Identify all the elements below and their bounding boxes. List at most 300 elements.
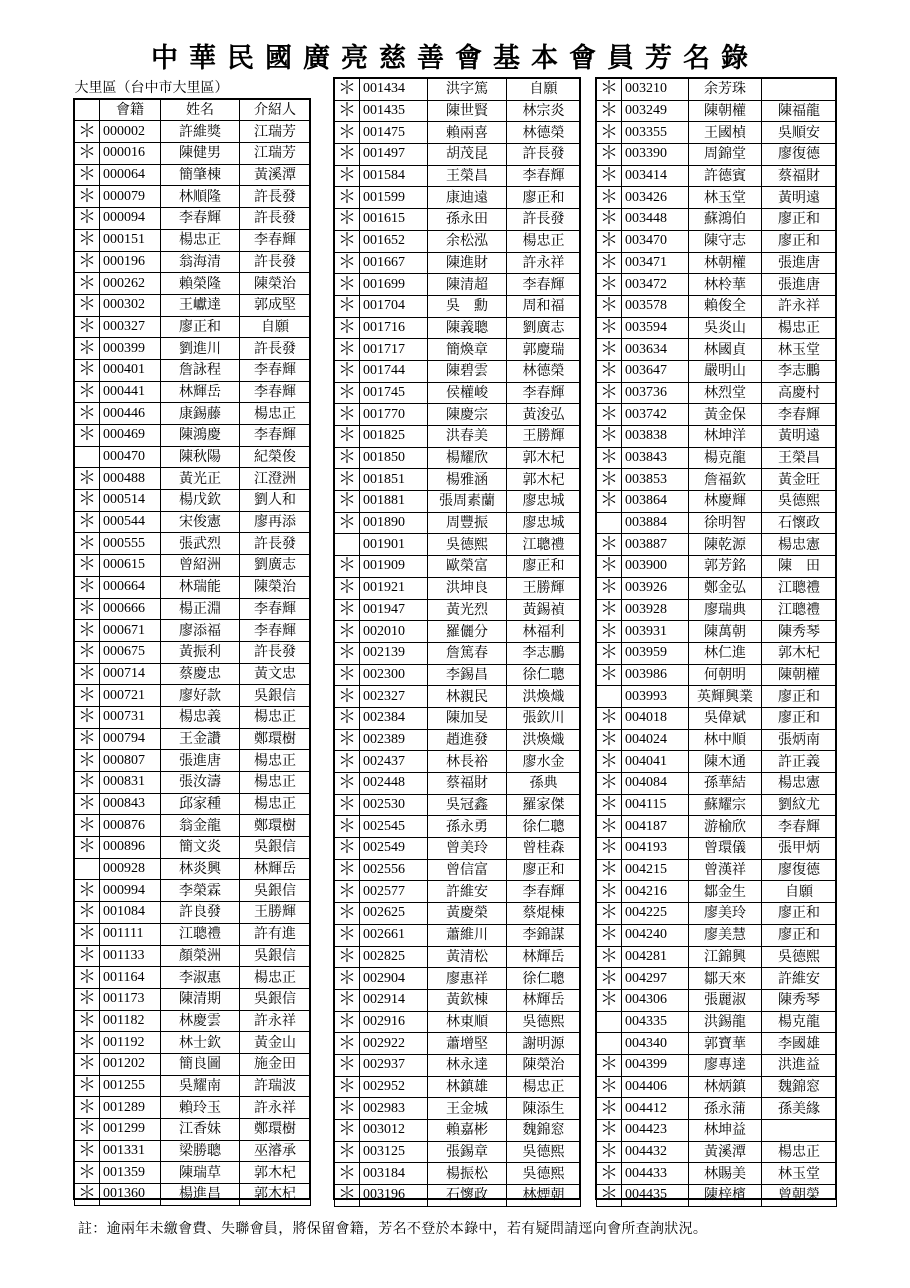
member-code: 000928 (100, 858, 161, 880)
membership-mark: ＊ (335, 404, 360, 426)
membership-mark: ＊ (335, 1033, 360, 1055)
member-name: 陳清期 (161, 988, 240, 1010)
member-name: 張周素蘭 (428, 491, 507, 513)
membership-mark: ＊ (75, 728, 100, 750)
membership-mark: ＊ (335, 1120, 360, 1142)
member-name: 余芳珠 (689, 79, 762, 101)
header-code: 會籍 (100, 99, 161, 121)
member-name: 陳義聰 (428, 317, 507, 339)
table-row (597, 317, 837, 339)
membership-mark: ＊ (335, 209, 360, 231)
member-code: 001255 (100, 1075, 161, 1097)
table-row (335, 382, 581, 404)
table-row (75, 923, 311, 945)
member-code: 003472 (622, 274, 689, 296)
introducer-name: 李春輝 (507, 165, 581, 187)
membership-mark: ＊ (335, 469, 360, 491)
member-code: 000721 (100, 685, 161, 707)
table-row (597, 1098, 837, 1120)
introducer-name: 郭木杞 (240, 1162, 311, 1184)
table-row (75, 381, 311, 403)
table-row (335, 1033, 581, 1055)
table-row (597, 946, 837, 968)
membership-mark: ＊ (335, 1011, 360, 1033)
member-name: 李榮霖 (161, 880, 240, 902)
membership-mark: ＊ (335, 144, 360, 166)
membership-mark: ＊ (75, 598, 100, 620)
member-name: 嚴明山 (689, 360, 762, 382)
table-row (335, 751, 581, 773)
introducer-name: 自願 (240, 316, 311, 338)
table-header (75, 99, 311, 121)
introducer-name: 吳德熙 (507, 1141, 581, 1163)
member-name: 許良發 (161, 902, 240, 924)
member-name: 周豐振 (428, 512, 507, 534)
membership-mark: ＊ (335, 339, 360, 361)
introducer-name: 李春輝 (762, 816, 837, 838)
introducer-name: 江聰禮 (762, 577, 837, 599)
introducer-name: 廖正和 (762, 903, 837, 925)
introducer-name (762, 79, 837, 101)
membership-mark: ＊ (597, 642, 622, 664)
member-code: 000469 (100, 425, 161, 447)
member-name: 陳木通 (689, 751, 762, 773)
table-row (75, 555, 311, 577)
introducer-name: 許長發 (240, 338, 311, 360)
member-code: 000302 (100, 294, 161, 316)
table-row (597, 1120, 837, 1142)
member-code: 004399 (622, 1054, 689, 1076)
membership-mark: ＊ (75, 1119, 100, 1141)
header-introducer: 介紹人 (240, 99, 311, 121)
member-name: 楊忠正 (161, 229, 240, 251)
membership-mark: ＊ (597, 295, 622, 317)
introducer-name: 李春輝 (240, 381, 311, 403)
table-row (335, 816, 581, 838)
member-name: 簡肇棟 (161, 164, 240, 186)
introducer-name: 黃金山 (240, 1032, 311, 1054)
membership-mark: ＊ (335, 295, 360, 317)
member-code: 000079 (100, 186, 161, 208)
member-name: 張武烈 (161, 533, 240, 555)
member-code: 001584 (360, 165, 428, 187)
introducer-name: 許長發 (240, 186, 311, 208)
member-code: 003578 (622, 295, 689, 317)
introducer-name: 李春輝 (240, 598, 311, 620)
introducer-name (762, 1120, 837, 1142)
table-row (597, 339, 837, 361)
member-code: 004216 (622, 881, 689, 903)
member-name: 賴榮隆 (161, 273, 240, 295)
table-row (335, 360, 581, 382)
introducer-name: 巫濬承 (240, 1140, 311, 1162)
table-row (335, 664, 581, 686)
member-code: 003926 (622, 577, 689, 599)
member-name: 王榮昌 (428, 165, 507, 187)
introducer-name: 廖正和 (762, 686, 837, 708)
member-code: 001084 (100, 902, 161, 924)
table-row (335, 317, 581, 339)
member-code: 003249 (622, 100, 689, 122)
membership-mark: ＊ (75, 381, 100, 403)
member-code: 002937 (360, 1054, 428, 1076)
table-row (597, 881, 837, 903)
table-row (597, 144, 837, 166)
membership-mark: ＊ (335, 230, 360, 252)
table-row (75, 685, 311, 707)
introducer-name: 陳榮治 (240, 576, 311, 598)
introducer-name: 廖再添 (240, 511, 311, 533)
introducer-name: 廖水金 (507, 751, 581, 773)
member-name: 陳鴻慶 (161, 425, 240, 447)
member-code: 001699 (360, 274, 428, 296)
member-code: 001901 (360, 534, 428, 556)
membership-mark: ＊ (597, 404, 622, 426)
introducer-name: 蔡福財 (762, 165, 837, 187)
member-name: 詹詠程 (161, 359, 240, 381)
membership-mark: ＊ (597, 924, 622, 946)
table-row (335, 144, 581, 166)
member-name: 吳德熙 (428, 534, 507, 556)
table-row (597, 751, 837, 773)
introducer-name: 自願 (762, 881, 837, 903)
member-name: 江錦興 (689, 946, 762, 968)
member-code: 001202 (100, 1053, 161, 1075)
membership-mark: ＊ (75, 208, 100, 230)
member-name: 曾美玲 (428, 838, 507, 860)
table-row (335, 729, 581, 751)
member-code: 000714 (100, 663, 161, 685)
membership-mark: ＊ (75, 1162, 100, 1184)
table-row (75, 945, 311, 967)
member-name: 林順隆 (161, 186, 240, 208)
introducer-name: 李春輝 (507, 382, 581, 404)
member-name: 賴玲玉 (161, 1097, 240, 1119)
member-name: 廖專達 (689, 1054, 762, 1076)
membership-mark: ＊ (335, 100, 360, 122)
introducer-name: 黃明遠 (762, 187, 837, 209)
member-code: 003931 (622, 621, 689, 643)
introducer-name: 許長發 (240, 533, 311, 555)
member-code: 002549 (360, 838, 428, 860)
member-code: 001850 (360, 447, 428, 469)
table-row (75, 164, 311, 186)
introducer-name: 楊忠正 (762, 317, 837, 339)
member-name: 石懷政 (428, 1185, 507, 1207)
introducer-name: 孫典 (507, 773, 581, 795)
member-code: 001667 (360, 252, 428, 274)
membership-mark (75, 446, 100, 468)
table-row (335, 881, 581, 903)
introducer-name: 林德榮 (507, 122, 581, 144)
introducer-name: 自願 (507, 79, 581, 101)
table-row (597, 187, 837, 209)
membership-mark: ＊ (75, 425, 100, 447)
table-row (335, 946, 581, 968)
table-row (75, 208, 311, 230)
introducer-name: 許長發 (507, 209, 581, 231)
membership-mark: ＊ (335, 187, 360, 209)
member-code: 002530 (360, 794, 428, 816)
member-table-1 (74, 78, 311, 1206)
member-name: 歐榮富 (428, 556, 507, 578)
membership-mark: ＊ (335, 642, 360, 664)
membership-mark: ＊ (597, 1054, 622, 1076)
member-code: 001770 (360, 404, 428, 426)
member-code: 001360 (100, 1184, 161, 1206)
membership-mark: ＊ (335, 903, 360, 925)
introducer-name: 廖正和 (762, 230, 837, 252)
member-name: 陳加旻 (428, 707, 507, 729)
membership-mark: ＊ (597, 79, 622, 101)
introducer-name: 劉紋尤 (762, 794, 837, 816)
member-code: 002825 (360, 946, 428, 968)
introducer-name: 曾桂森 (507, 838, 581, 860)
membership-mark (597, 1033, 622, 1055)
introducer-name: 廖正和 (762, 707, 837, 729)
membership-mark: ＊ (335, 1054, 360, 1076)
member-name: 鄒天來 (689, 968, 762, 990)
membership-mark: ＊ (597, 209, 622, 231)
introducer-name: 黃溪潭 (240, 164, 311, 186)
table-row (335, 838, 581, 860)
member-name: 侯權峻 (428, 382, 507, 404)
member-code: 004432 (622, 1141, 689, 1163)
member-name: 林鎮雄 (428, 1076, 507, 1098)
member-code: 003959 (622, 642, 689, 664)
member-name: 黃振利 (161, 641, 240, 663)
member-name: 邱家種 (161, 793, 240, 815)
introducer-name: 徐仁聰 (507, 968, 581, 990)
introducer-name: 江聰禮 (762, 599, 837, 621)
membership-mark (75, 858, 100, 880)
table-row (335, 773, 581, 795)
member-name: 林仁進 (689, 642, 762, 664)
member-code: 001182 (100, 1010, 161, 1032)
introducer-name: 陳秀琴 (762, 989, 837, 1011)
introducer-name: 楊忠正 (240, 793, 311, 815)
table-row (75, 338, 311, 360)
membership-mark: ＊ (75, 1075, 100, 1097)
membership-mark: ＊ (597, 968, 622, 990)
membership-mark: ＊ (597, 230, 622, 252)
member-code: 004115 (622, 794, 689, 816)
membership-mark: ＊ (75, 294, 100, 316)
member-code: 002904 (360, 968, 428, 990)
table-row (335, 404, 581, 426)
table-row (75, 988, 311, 1010)
membership-mark: ＊ (335, 707, 360, 729)
membership-mark: ＊ (335, 621, 360, 643)
member-name: 英輝興業 (689, 686, 762, 708)
member-name: 翁金龍 (161, 815, 240, 837)
table-row (597, 989, 837, 1011)
member-name: 張進唐 (161, 750, 240, 772)
membership-mark: ＊ (335, 426, 360, 448)
introducer-name: 高慶村 (762, 382, 837, 404)
member-code: 003928 (622, 599, 689, 621)
member-name: 張汝濤 (161, 772, 240, 794)
member-code: 004297 (622, 968, 689, 990)
introducer-name: 林輝岳 (240, 858, 311, 880)
member-code: 000064 (100, 164, 161, 186)
table-row (75, 1184, 311, 1206)
table-row (597, 1185, 837, 1207)
membership-mark: ＊ (75, 772, 100, 794)
member-code: 003900 (622, 556, 689, 578)
table-row (597, 360, 837, 382)
membership-mark: ＊ (597, 707, 622, 729)
member-name: 曾漢祥 (689, 859, 762, 881)
member-name: 詹福欽 (689, 469, 762, 491)
member-code: 000666 (100, 598, 161, 620)
member-name: 陳慶宗 (428, 404, 507, 426)
table-row (335, 1054, 581, 1076)
member-code: 004423 (622, 1120, 689, 1142)
introducer-name: 施金田 (240, 1053, 311, 1075)
membership-mark: ＊ (75, 685, 100, 707)
table-row (75, 446, 311, 468)
membership-mark: ＊ (335, 79, 360, 101)
membership-mark: ＊ (597, 100, 622, 122)
member-code: 000831 (100, 772, 161, 794)
membership-mark: ＊ (335, 989, 360, 1011)
table-row (335, 534, 581, 556)
membership-mark: ＊ (75, 273, 100, 295)
membership-mark: ＊ (75, 815, 100, 837)
member-name: 吳 勳 (428, 295, 507, 317)
membership-mark: ＊ (335, 881, 360, 903)
introducer-name: 郭木杞 (507, 469, 581, 491)
table-row (335, 556, 581, 578)
introducer-name: 江瑞芳 (240, 121, 311, 143)
member-name: 康迪遠 (428, 187, 507, 209)
introducer-name: 劉廣志 (507, 317, 581, 339)
member-name: 陳健男 (161, 143, 240, 165)
membership-mark: ＊ (597, 794, 622, 816)
table-row (75, 533, 311, 555)
membership-mark: ＊ (75, 923, 100, 945)
member-name: 楊進昌 (161, 1184, 240, 1206)
member-code: 004335 (622, 1011, 689, 1033)
table-row (335, 577, 581, 599)
table-row (335, 859, 581, 881)
table-row (597, 1141, 837, 1163)
member-name: 曾信富 (428, 859, 507, 881)
introducer-name: 吳順安 (762, 122, 837, 144)
membership-mark: ＊ (597, 426, 622, 448)
membership-mark: ＊ (75, 750, 100, 772)
membership-mark: ＊ (335, 729, 360, 751)
member-code: 003647 (622, 360, 689, 382)
member-code: 002384 (360, 707, 428, 729)
table-row (335, 79, 581, 101)
table-row (597, 1011, 837, 1033)
introducer-name: 陳秀琴 (762, 621, 837, 643)
member-name: 康錫藤 (161, 403, 240, 425)
introducer-name: 洪煥熾 (507, 729, 581, 751)
member-code: 003884 (622, 512, 689, 534)
member-code: 002914 (360, 989, 428, 1011)
membership-mark: ＊ (597, 1098, 622, 1120)
member-name: 林長裕 (428, 751, 507, 773)
member-code: 001289 (100, 1097, 161, 1119)
table-row (597, 1033, 837, 1055)
member-code: 001599 (360, 187, 428, 209)
member-code: 000441 (100, 381, 161, 403)
introducer-name: 李春輝 (240, 620, 311, 642)
membership-mark: ＊ (75, 988, 100, 1010)
member-code: 004084 (622, 773, 689, 795)
membership-mark: ＊ (335, 1185, 360, 1207)
member-code: 003634 (622, 339, 689, 361)
member-code: 001716 (360, 317, 428, 339)
membership-mark: ＊ (335, 1076, 360, 1098)
member-code: 003125 (360, 1141, 428, 1163)
member-code: 000843 (100, 793, 161, 815)
table-row (335, 599, 581, 621)
member-name: 詹篤春 (428, 642, 507, 664)
introducer-name: 林玉堂 (762, 1163, 837, 1185)
introducer-name: 吳銀信 (240, 685, 311, 707)
member-name: 洪字篤 (428, 79, 507, 101)
membership-mark (597, 686, 622, 708)
membership-mark: ＊ (335, 599, 360, 621)
member-name: 王金城 (428, 1098, 507, 1120)
member-code: 000664 (100, 576, 161, 598)
table-row (75, 772, 311, 794)
member-code: 002448 (360, 773, 428, 795)
membership-mark: ＊ (75, 1184, 100, 1206)
membership-mark: ＊ (75, 143, 100, 165)
introducer-name: 黃浚弘 (507, 404, 581, 426)
table-row (597, 859, 837, 881)
table-row (335, 1185, 581, 1207)
introducer-name: 廖復德 (762, 859, 837, 881)
introducer-name: 林宗炎 (507, 100, 581, 122)
member-code: 003838 (622, 426, 689, 448)
table-row (597, 838, 837, 860)
membership-mark: ＊ (75, 663, 100, 685)
member-name: 江香妹 (161, 1119, 240, 1141)
member-code: 003986 (622, 664, 689, 686)
membership-mark: ＊ (75, 1032, 100, 1054)
table-row (75, 121, 311, 143)
introducer-name: 黃明遠 (762, 426, 837, 448)
introducer-name: 陳福龍 (762, 100, 837, 122)
member-name: 陳守志 (689, 230, 762, 252)
introducer-name: 林福利 (507, 621, 581, 643)
introducer-name: 鄭環樹 (240, 815, 311, 837)
membership-mark: ＊ (597, 447, 622, 469)
table-row (335, 924, 581, 946)
table-row (597, 447, 837, 469)
introducer-name: 張欽川 (507, 707, 581, 729)
introducer-name: 廖正和 (762, 924, 837, 946)
membership-mark: ＊ (335, 165, 360, 187)
member-name: 黃溪潭 (689, 1141, 762, 1163)
table-row (597, 382, 837, 404)
introducer-name: 劉廣志 (240, 555, 311, 577)
introducer-name: 吳銀信 (240, 945, 311, 967)
table-row (597, 209, 837, 231)
table-row (75, 1075, 311, 1097)
introducer-name: 黃文忠 (240, 663, 311, 685)
member-code: 003993 (622, 686, 689, 708)
introducer-name: 許正義 (762, 751, 837, 773)
introducer-name: 許瑞波 (240, 1075, 311, 1097)
table-row (75, 490, 311, 512)
